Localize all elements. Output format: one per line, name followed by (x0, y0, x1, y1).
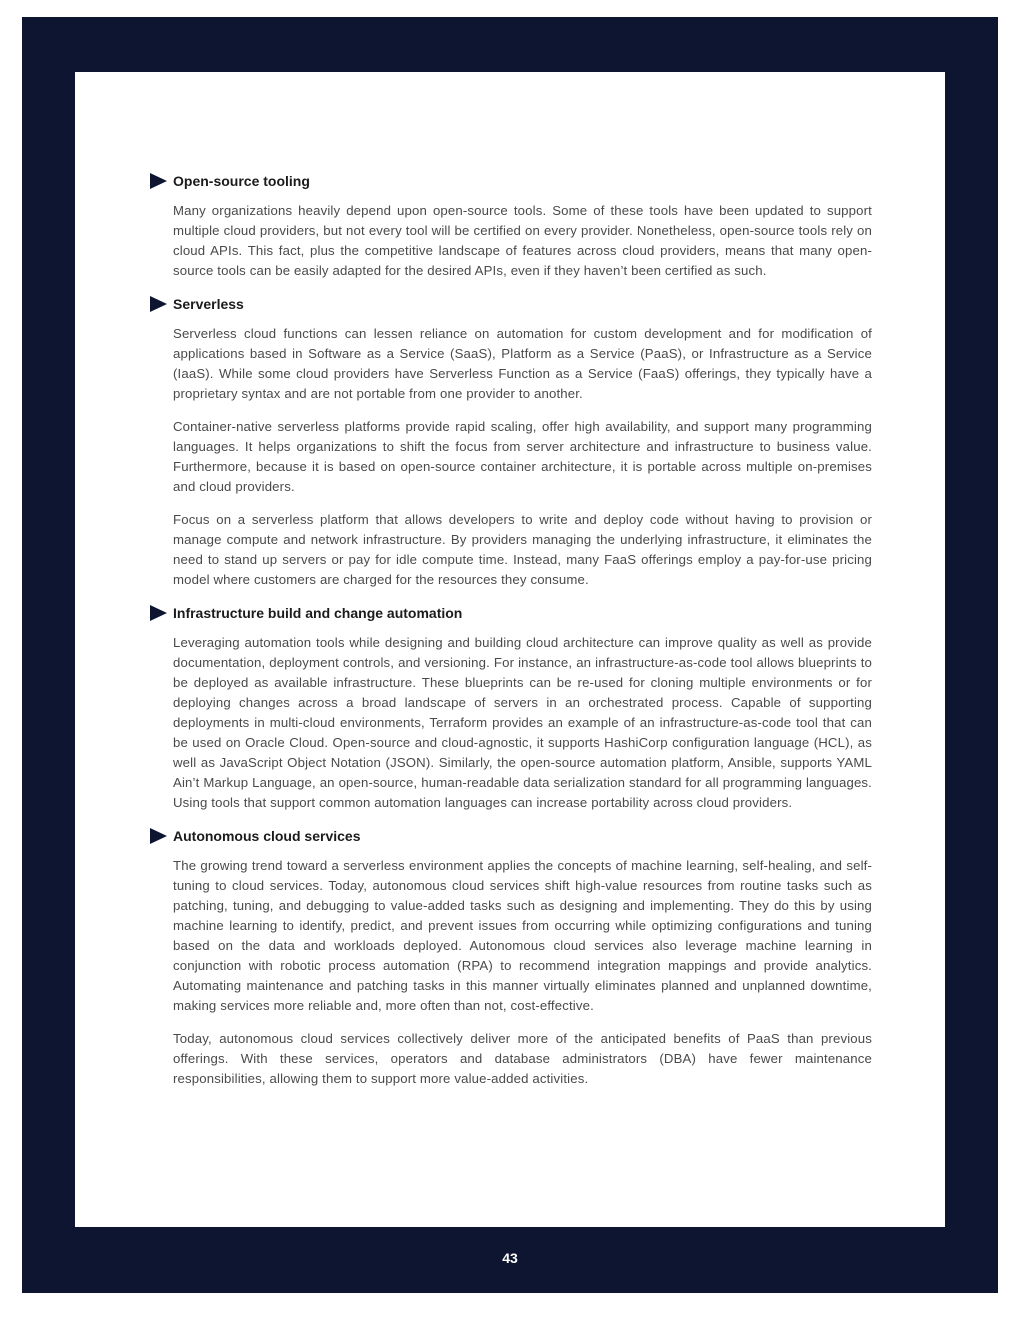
page-number: 43 (502, 1250, 518, 1266)
triangle-bullet-icon (150, 173, 167, 189)
paragraph: Focus on a serverless platform that allows developers to write and deploy code without having to provision or manage compute and network infrastructure. By providers managing the underlying infrastructure, it eliminates the need to stand up servers or pay for idle compute time. Instead, many FaaS offerings employ a pay-for-use pricing model where customers are charged for the resources they consume. (173, 512, 872, 587)
section-heading (150, 171, 872, 191)
section-infrastructure-automation (150, 603, 872, 813)
page-sheet (75, 72, 945, 1227)
triangle-bullet-icon (150, 296, 167, 312)
section-heading (150, 603, 872, 623)
document-body (150, 171, 872, 1102)
section-heading (150, 294, 872, 314)
section-open-source-tooling (150, 171, 872, 281)
paragraph: Serverless cloud functions can lessen reliance on automation for custom development and for modification of applications based in Software as a Service (SaaS), Platform as a Service (PaaS), or Infrastructure as a Service (IaaS). While some cloud providers have Serverless Function as a Service (FaaS) offerings, they typically have a proprietary syntax and are not portable from one provider to another. (173, 326, 872, 401)
paragraph: Today, autonomous cloud services collectively deliver more of the anticipated benefits of PaaS than previous offerings. With these services, operators and database administrators (DBA) have fewer maintenance responsibilities, allowing them to support more value-added activities. (173, 1031, 872, 1086)
section-heading-text: Serverless (173, 296, 244, 312)
section-heading-text: Infrastructure build and change automation (173, 605, 463, 621)
section-heading (150, 826, 872, 846)
triangle-bullet-icon (150, 605, 167, 621)
section-autonomous-cloud-services (150, 826, 872, 1089)
triangle-bullet-icon (150, 828, 167, 844)
section-heading-text: Autonomous cloud services (173, 828, 361, 844)
section-serverless (150, 294, 872, 590)
paragraph: The growing trend toward a serverless environment applies the concepts of machine learning, self-healing, and self-tuning to cloud services. Today, autonomous cloud services shift high-value resources from routine tasks such as patching, tuning, and debugging to value-added tasks such as designing and implementing. They do this by using machine learning to identify, predict, and prevent issues from occurring while optimizing configurations and tuning based on the data and workloads deployed. Autonomous cloud services also leverage machine learning in conjunction with robotic process automation (RPA) to recommend integration mappings and provide analytics. Automating maintenance and patching tasks in this manner virtually eliminates planned and unplanned downtime, making services more reliable and, more often than not, cost-effective. (173, 858, 872, 1013)
paragraph: Container-native serverless platforms provide rapid scaling, offer high availability, and support many programming languages. It helps organizations to shift the focus from server architecture and infrastructure to business value. Furthermore, because it is based on open-source container architecture, it is portable across multiple on-premises and cloud providers. (173, 419, 872, 494)
paragraph: Leveraging automation tools while designing and building cloud architecture can improve quality as well as provide documentation, deployment controls, and versioning. For instance, an infrastructure-as-code tool allows blueprints to be deployed as available infrastructure. These blueprints can be re-used for cloning multiple environments or for deploying changes across a broad landscape of servers in an orchestrated process. Capable of supporting deployments in multi-cloud environments, Terraform provides an example of an infrastructure-as-code tool that can be used on Oracle Cloud. Open-source and cloud-agnostic, it supports HashiCorp configuration language (HCL), as well as JavaScript Object Notation (JSON). Similarly, the open-source automation platform, Ansible, supports YAML Ain’t Markup Language, an open-source, human-readable data serialization standard for all programming languages. Using tools that support common automation languages can increase portability across cloud providers. (173, 635, 872, 810)
paragraph: Many organizations heavily depend upon open-source tools. Some of these tools have been updated to support multiple cloud providers, but not every tool will be certified on every provider. Nonetheless, open-source tools rely on cloud APIs. This fact, plus the competitive landscape of features across cloud providers, means that many open-source tools can be easily adapted for the desired APIs, even if they haven’t been certified as such. (173, 203, 872, 278)
section-heading-text: Open-source tooling (173, 173, 310, 189)
